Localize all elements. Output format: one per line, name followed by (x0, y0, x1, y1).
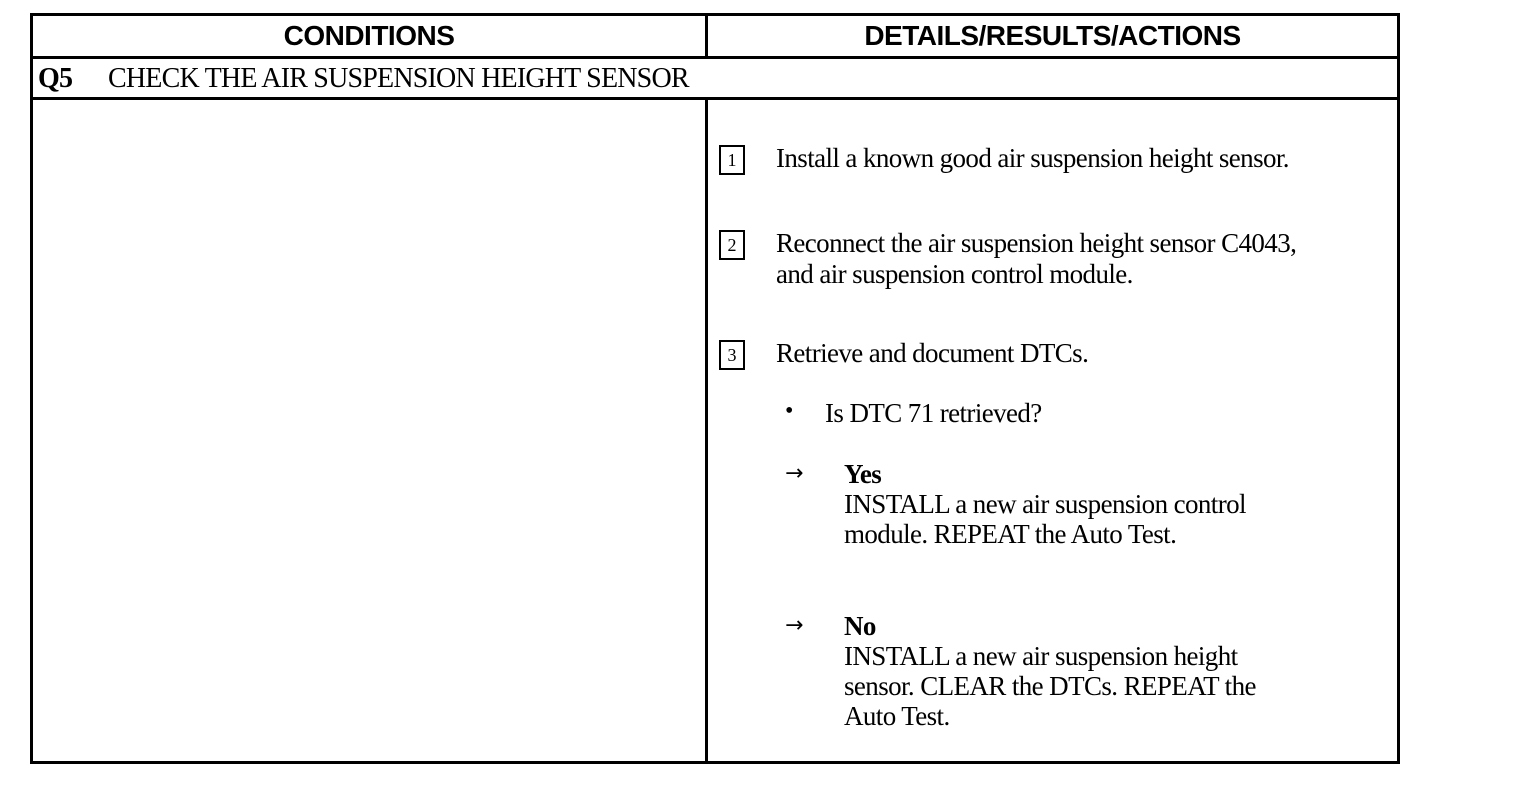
step-line: Install a known good air suspension height sensor. (776, 143, 1289, 173)
result-line: INSTALL a new air suspension height (844, 641, 1238, 671)
step-line: Reconnect the air suspension height sensor C4043, (776, 228, 1297, 258)
body-column-divider (705, 100, 708, 761)
section-title: CHECK THE AIR SUSPENSION HEIGHT SENSOR (108, 62, 689, 94)
result-body (844, 611, 1256, 731)
step-2 (719, 228, 1297, 289)
arrow-right-icon: → (785, 613, 803, 638)
result-line: sensor. CLEAR the DTCs. REPEAT the (844, 671, 1256, 701)
result-line: module. REPEAT the Auto Test. (844, 519, 1177, 549)
conditions-cell (33, 100, 705, 761)
bullet-icon: • (785, 398, 793, 424)
result-line: Auto Test. (844, 701, 950, 731)
step-number-box: 3 (719, 340, 745, 370)
step-text (776, 228, 1296, 290)
step-1 (719, 143, 1289, 175)
diagnostic-table (30, 13, 1400, 764)
arrow-right-icon: → (785, 461, 803, 486)
question-text: Is DTC 71 retrieved? (825, 398, 1042, 428)
result-label: No (844, 611, 876, 641)
header-column-divider (705, 16, 708, 56)
step-line: and air suspension control module. (776, 259, 1133, 289)
step-line: Retrieve and document DTCs. (776, 338, 1089, 368)
result-label: Yes (844, 459, 882, 489)
conditions-column-header: CONDITIONS (283, 20, 455, 51)
section-id: Q5 (38, 62, 73, 94)
result-line: INSTALL a new air suspension control (844, 489, 1246, 519)
step-text (776, 143, 1289, 174)
details-column-header: DETAILS/RESULTS/ACTIONS (864, 20, 1241, 51)
step-3 (719, 338, 1089, 370)
step-text (776, 338, 1088, 369)
section-title-row (33, 59, 1397, 98)
result-body (844, 459, 1246, 549)
step-number-box: 2 (719, 230, 745, 260)
step-number-box: 1 (719, 145, 745, 175)
